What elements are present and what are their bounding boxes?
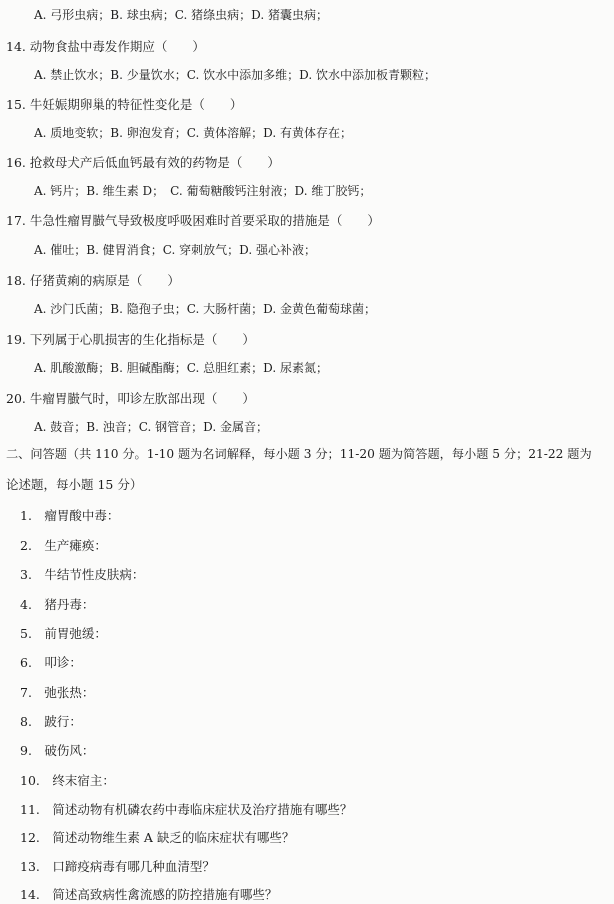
q17-question: 17. 牛急性瘤胃臌气导致极度呼吸困难时首要采取的措施是（ ） — [6, 213, 380, 228]
q16-options: A. 钙片；B. 维生素 D； C. 葡萄糖酸钙注射液；D. 维丁胶钙； — [34, 184, 372, 198]
short-answer-item: 6. 叩诊： — [20, 655, 82, 670]
q19-question: 19. 下列属于心肌损害的生化指标是（ ） — [6, 332, 255, 347]
short-answer-item: 9. 破伤风： — [20, 743, 95, 758]
q14-question: 14. 动物食盐中毒发作期应（ ） — [6, 39, 205, 54]
short-answer-item: 4. 猪丹毒： — [20, 597, 95, 612]
q19-options: A. 肌酸激酶；B. 胆碱酯酶；C. 总胆红素；D. 尿素氮； — [34, 361, 328, 375]
short-answer-item: 8. 跛行： — [20, 714, 82, 729]
q18-question: 18. 仔猪黄痢的病原是（ ） — [6, 273, 180, 288]
short-answer-item: 2. 生产瘫痪： — [20, 538, 107, 553]
short-answer-item: 1. 瘤胃酸中毒： — [20, 508, 120, 523]
short-answer-item: 13. 口蹄疫病毒有哪几种血清型？ — [20, 859, 215, 874]
short-answer-item: 5. 前胃弛缓： — [20, 626, 107, 641]
q20-question: 20. 牛瘤胃臌气时，叩诊左肷部出现（ ） — [6, 391, 255, 406]
short-answer-item: 10. 终末宿主： — [20, 773, 115, 788]
q15-options: A. 质地变软；B. 卵泡发育；C. 黄体溶解；D. 有黄体存在； — [34, 126, 352, 140]
q18-options: A. 沙门氏菌；B. 隐孢子虫；C. 大肠杆菌；D. 金黄色葡萄球菌； — [34, 302, 376, 316]
q16-question: 16. 抢救母犬产后低血钙最有效的药物是（ ） — [6, 155, 280, 170]
short-answer-item: 14. 简述高致病性禽流感的防控措施有哪些？ — [20, 887, 278, 902]
q17-options: A. 催吐；B. 健胃消食；C. 穿刺放气；D. 强心补液； — [34, 243, 316, 257]
q20-options: A. 鼓音；B. 浊音；C. 钢管音；D. 金属音； — [34, 420, 268, 434]
short-answer-item: 3. 牛结节性皮肤病： — [20, 567, 145, 582]
q13-options: A. 弓形虫病；B. 球虫病；C. 猪绦虫病；D. 猪囊虫病； — [34, 8, 328, 22]
section-heading-cont: 论述题，每小题 15 分） — [6, 477, 143, 492]
q14-options: A. 禁止饮水；B. 少量饮水；C. 饮水中添加多维；D. 饮水中添加板青颗粒； — [34, 68, 436, 82]
q15-question: 15. 牛妊娠期卵巢的特征性变化是（ ） — [6, 97, 243, 112]
short-answer-item: 11. 简述动物有机磷农药中毒临床症状及治疗措施有哪些？ — [20, 802, 353, 817]
short-answer-item: 7. 弛张热： — [20, 685, 95, 700]
section-heading: 二、问答题（共 110 分。1-10 题为名词解释，每小题 3 分；11-20 题为简答题，每小题 5 分；21-22 题为 — [6, 447, 592, 461]
short-answer-item: 12. 简述动物维生素 A 缺乏的临床症状有哪些？ — [20, 830, 295, 845]
